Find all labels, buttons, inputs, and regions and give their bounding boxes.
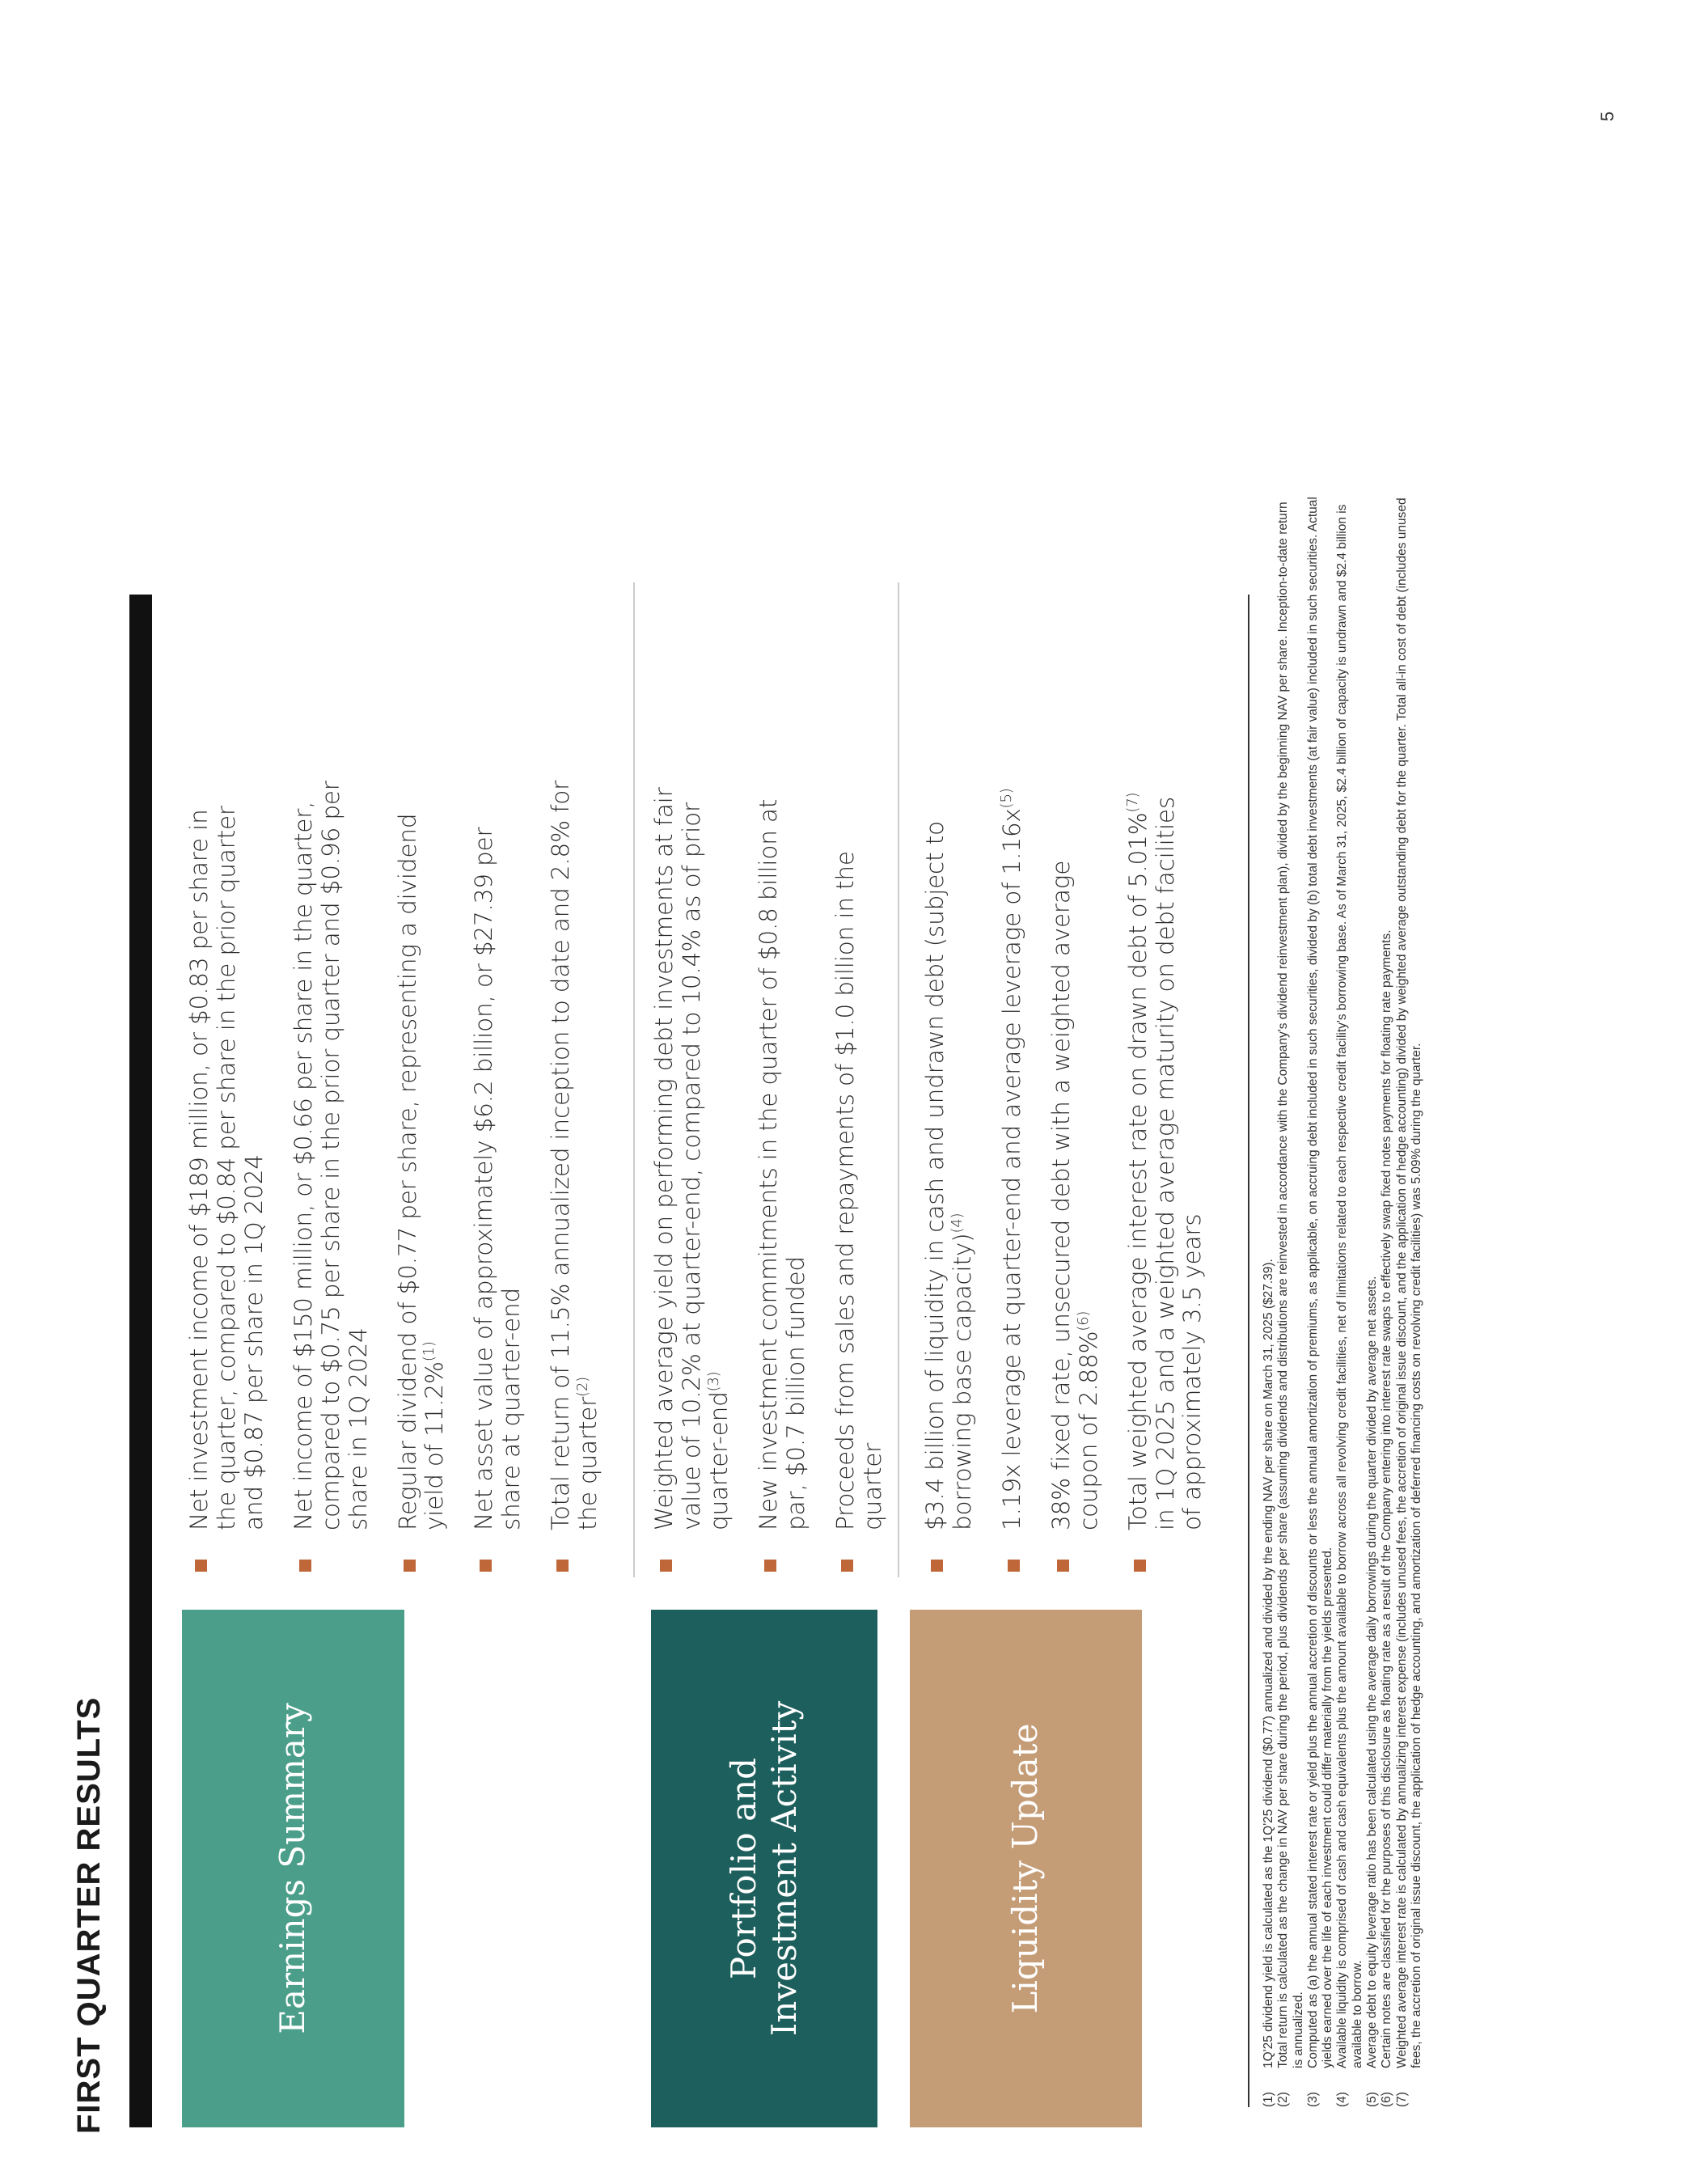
bullet-square-icon	[1134, 1560, 1146, 1572]
footnote-ref: (1)	[421, 1341, 438, 1362]
footnote: (2) Total return is calculated as the change in NAV per share during the period, plus dividends per share (assuming dividends and distributions are reinvested in accordance with the Company's dividend reinvestment plan), divided by the beginning NAV per share. Inception-to-date return is annualized.	[1276, 502, 1305, 2107]
bullet-square-icon	[931, 1560, 943, 1572]
section-divider	[633, 582, 635, 1577]
bullet-item: New investment commitments in the quarter of $0.8 billion at par, $0.7 billion funded	[755, 768, 810, 1577]
bullet-item: Total weighted average interest rate on drawn debt of 5.01%$^{(7)}$ in 1Q 2025 and a weighted average maturity on debt facilities of approximately 3.5 years	[1125, 768, 1207, 1577]
bullet-square-icon	[764, 1560, 776, 1572]
bullet-item: 38% fixed rate, unsecured debt with a weighted average coupon of 2.88%$^{(6)}$	[1048, 768, 1103, 1577]
footnote-ref: (6)	[1074, 1310, 1092, 1331]
portfolio-bullets	[651, 768, 908, 1577]
bullet-item: 1.19x leverage at quarter-end and average leverage of $1.16x^{(5)}$	[999, 768, 1026, 1577]
footnote: (5) Average debt to equity leverage ratio has been calculated using the average daily borrowings during the quarter divided by average net assets.	[1364, 1276, 1379, 2107]
section-label-text: Earnings Summary	[273, 1703, 313, 2034]
bullet-item: Weighted average yield on performing debt investments at fair value of 10.2% at quarter-end, compared to 10.4% as of prior quarter-end$^{(3)}$	[651, 768, 734, 1577]
footnote: (4) Available liquidity is comprised of cash and cash equivalents plus the amount available to borrow across all revolving credit facilities, net of limitations related to each respective credit facility's borrowing base. As of March 31, 2025, $2.4 billion of capacity is undrawn and $2.4 billion is available to borrow.	[1335, 504, 1364, 2107]
bullet-item: $3.4 billion of liquidity in cash and undrawn debt (subject to borrowing base capacity)$^{(4)}$	[922, 768, 977, 1577]
bullet-square-icon	[1057, 1560, 1069, 1572]
earnings-bullets	[186, 768, 624, 1577]
footnote: (7) Weighted average interest rate is calculated by annualizing interest expense (includes unused fees, the accretion of original issue discount, and the application of hedge accounting) divided by weighted average outstanding debt for the quarter. Total all-in cost of debt (includes unused fees, the accretion of original issue discount, the application of hedge accounting, and amortization of deferred financing costs on revolving credit facilities) was 5.09% during the quarter.	[1394, 497, 1423, 2107]
footnotes	[1262, 489, 1424, 2107]
page-number: 5	[1597, 111, 1617, 121]
footnote: (3) Computed as (a) the annual stated interest rate or yield plus the annual accretion of discounts or less the annual amortization of premiums, as applicable, on accruing debt included in such securities, divided by (b) total debt investments (at fair value) included in such securities. Actual yields earned over the life of each investment could differ materially from the yields presented.	[1305, 497, 1335, 2107]
section-label-text: Portfolio and Investment Activity	[723, 1700, 804, 2037]
footnote-ref: (3)	[705, 1371, 723, 1392]
footnote: (6) Certain notes are classified for the purposes of this disclosure as floating rate as a result of the Company entering into interest rate swaps to effectively swap fixed notes payments for floating rate payments.	[1380, 929, 1394, 2107]
bullet-square-icon	[556, 1560, 569, 1572]
footnote-ref: (7)	[1123, 792, 1141, 813]
bullet-square-icon	[195, 1560, 207, 1572]
bullet-item: Regular dividend of $0.77 per share, representing a dividend yield of 11.2%$^{(1)}$	[395, 768, 450, 1577]
page-title: FIRST QUARTER RESULTS	[71, 1696, 107, 2134]
section-label-liquidity	[910, 1610, 1142, 2127]
bullet-item: Total return of 11.5% annualized inception to date and 2.8% for the quarter$^{(2)}$	[548, 768, 602, 1577]
section-label-portfolio	[651, 1610, 877, 2127]
bullet-square-icon	[404, 1560, 416, 1572]
footnote-ref: (5)	[998, 788, 1016, 809]
bullet-square-icon	[480, 1560, 492, 1572]
bullet-item: Net income of $150 million, or $0.66 per share in the quarter, compared to $0.75 per share in the prior quarter and $0.96 per share in 1Q 2024	[290, 768, 373, 1577]
section-label-earnings	[182, 1610, 404, 2127]
footnote-ref: (4)	[949, 1213, 966, 1234]
bullet-square-icon	[299, 1560, 311, 1572]
bullet-item: Net asset value of approximately $6.2 billion, or $27.39 per share at quarter-end	[471, 768, 526, 1577]
bullet-square-icon	[841, 1560, 853, 1572]
bullet-square-icon	[1008, 1560, 1020, 1572]
section-label-text: Liquidity Update	[1005, 1723, 1046, 2014]
title-rule	[129, 595, 152, 2127]
footnote-ref: (2)	[574, 1377, 592, 1397]
bullet-square-icon	[660, 1560, 672, 1572]
liquidity-bullets	[922, 768, 1228, 1577]
section-divider	[898, 582, 899, 1577]
footnote-rule	[1248, 595, 1249, 2107]
footnote: (1) 1Q'25 dividend yield is calculated as the 1Q'25 dividend ($0.77) annualized and divided by the ending NAV per share on March 31, 2025 ($27.39).	[1262, 1259, 1275, 2107]
bullet-item: Net investment income of $189 million, or $0.83 per share in the quarter, compared to $0.84 per share in the prior quarter and $0.87 per share in 1Q 2024	[186, 768, 268, 1577]
bullet-item: Proceeds from sales and repayments of $1.0 billion in the quarter	[832, 768, 887, 1577]
